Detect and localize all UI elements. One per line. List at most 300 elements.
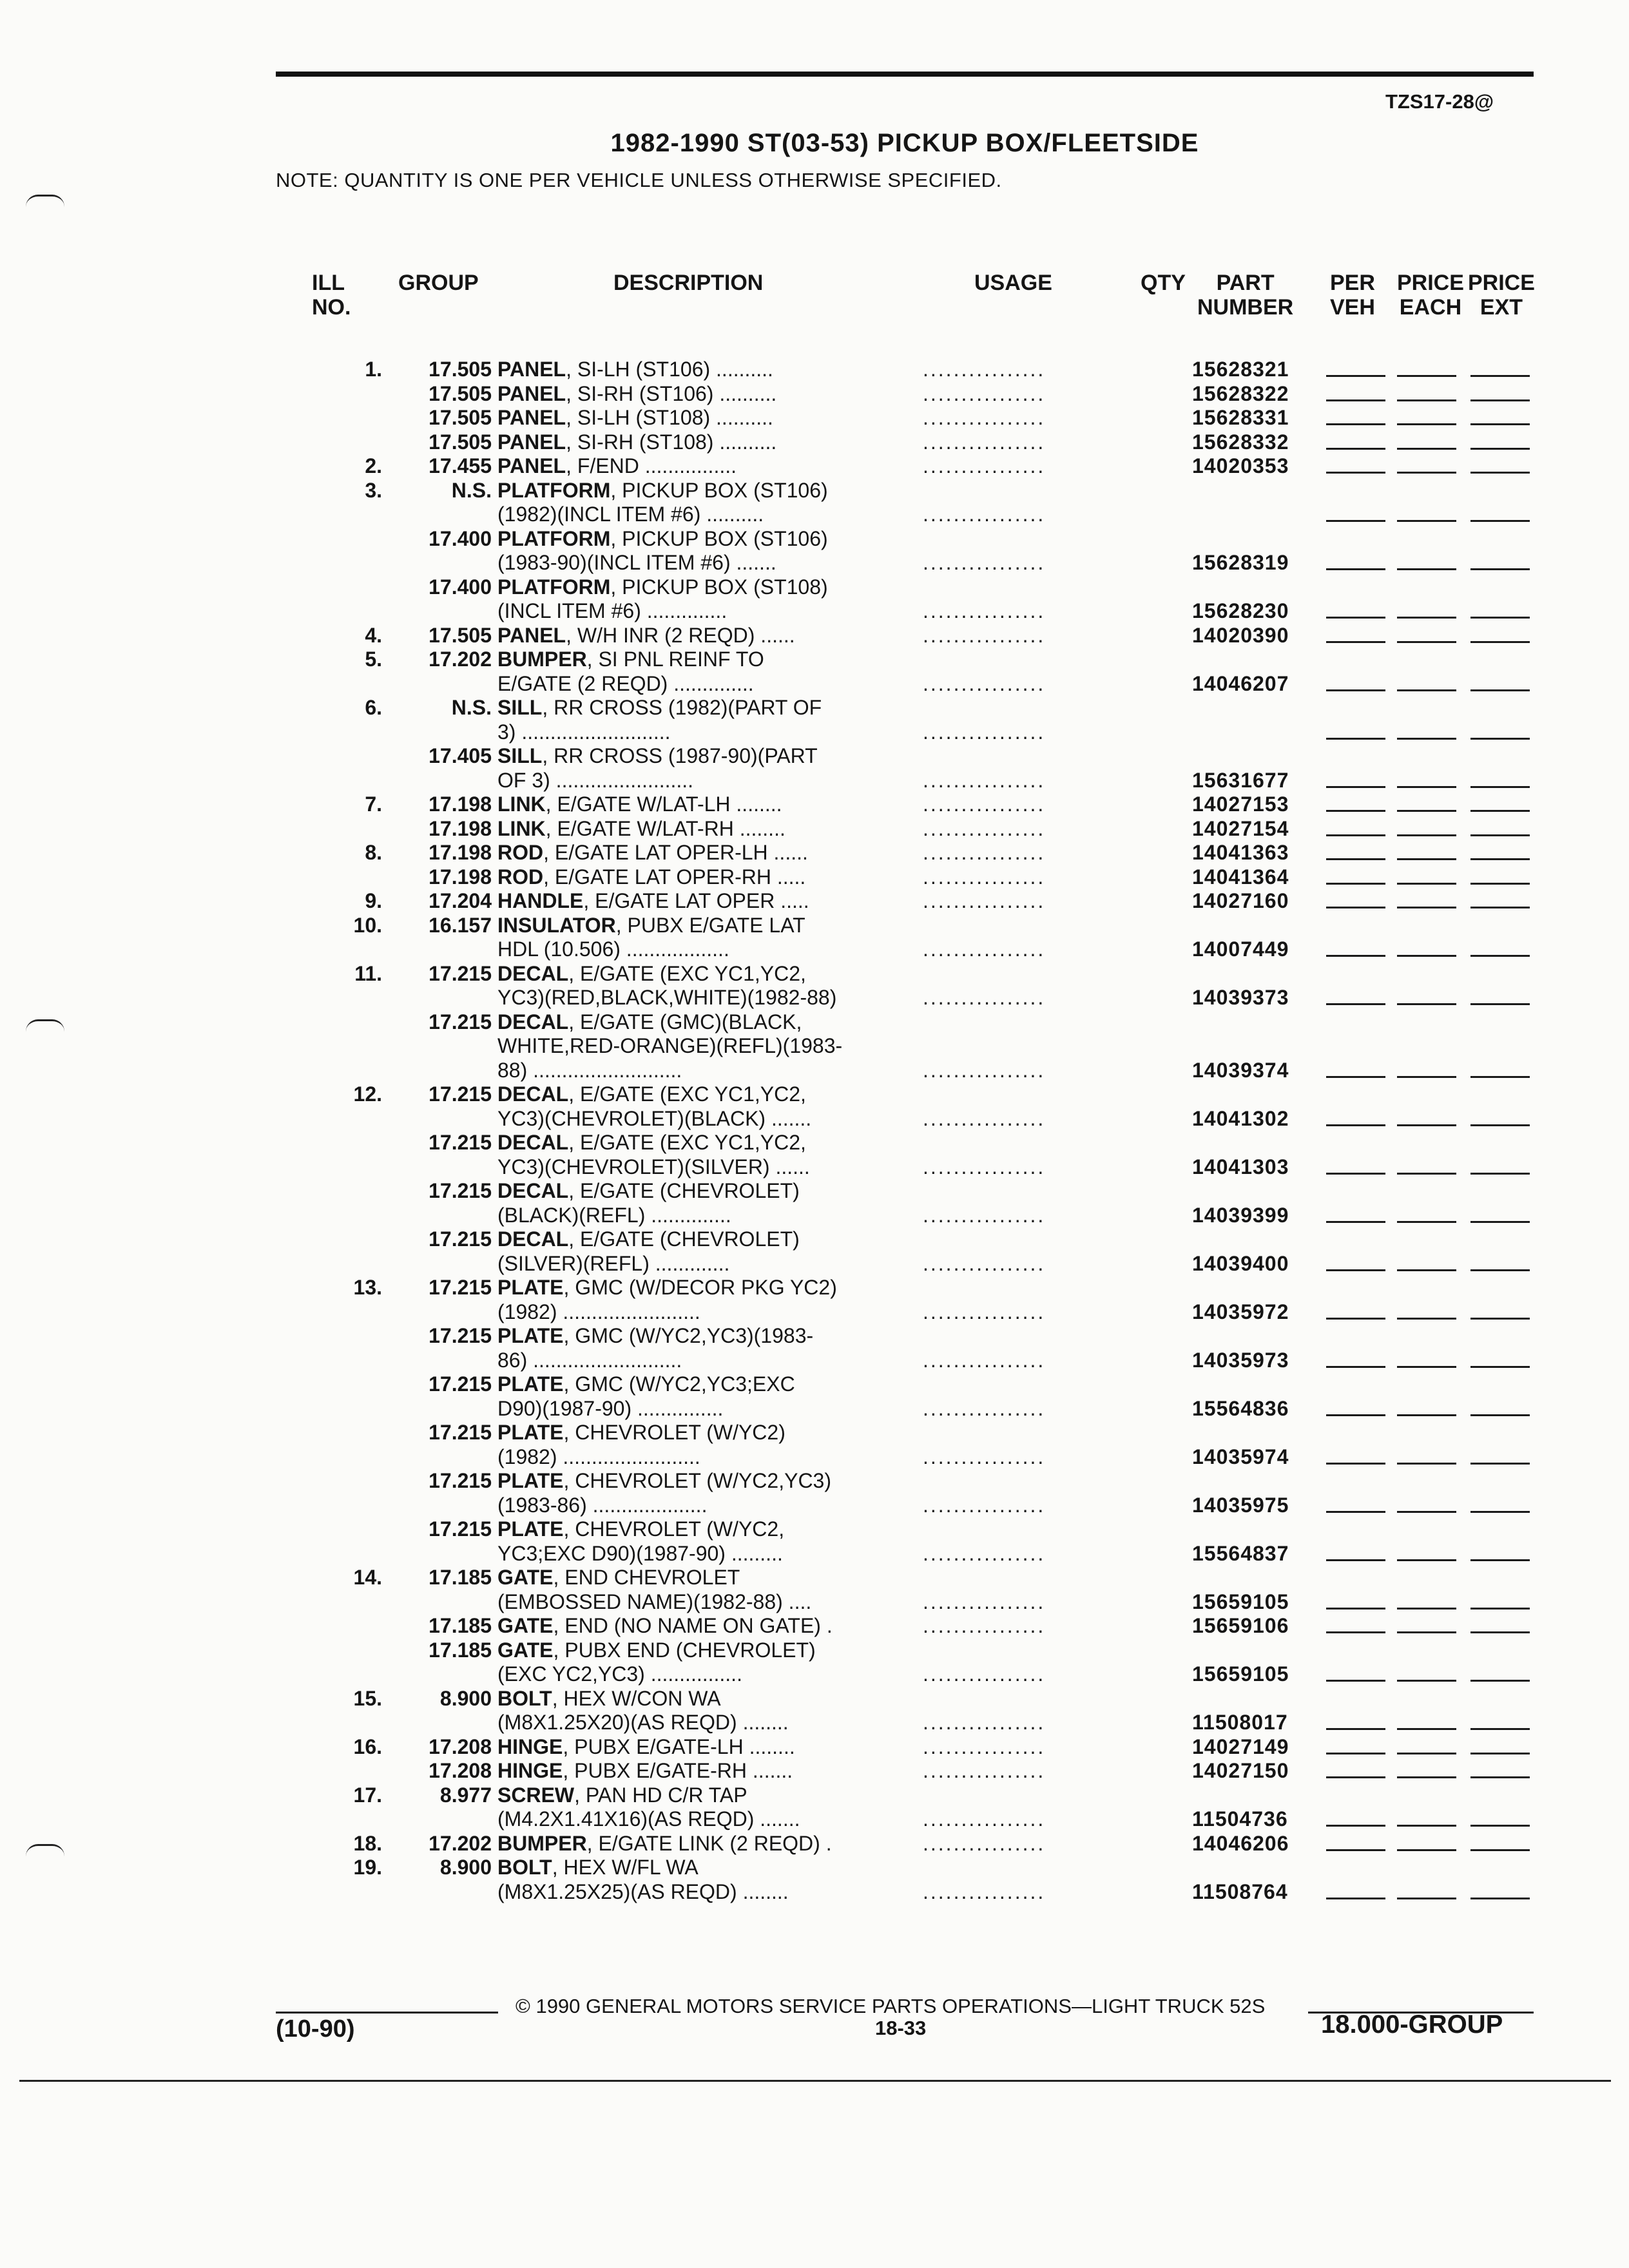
usage-dots: ................	[923, 599, 1046, 622]
top-rule	[276, 72, 1534, 77]
description	[497, 1107, 811, 1131]
description-text: , F/END	[566, 454, 639, 477]
part-number: 14035972	[1192, 1300, 1289, 1323]
blank-price-line	[1326, 786, 1385, 788]
description-text: (SILVER)(REFL)	[497, 1251, 650, 1275]
blank-price-line	[1470, 858, 1530, 860]
group-number: 17.215	[429, 1131, 492, 1154]
description	[497, 1059, 682, 1083]
blank-price-line	[1326, 1173, 1385, 1175]
blank-price-line	[1326, 689, 1385, 691]
description-text: , PICKUP BOX (ST108)	[610, 575, 828, 599]
leader-dots: .....	[776, 865, 806, 889]
page-title: 1982-1990 ST(03-53) PICKUP BOX/FLEETSIDE	[610, 129, 1199, 157]
leader-dots: .......	[760, 1807, 800, 1831]
usage-dots: ................	[923, 986, 1046, 1009]
blank-price-line	[1326, 1318, 1385, 1320]
description	[497, 1252, 729, 1276]
description	[497, 793, 782, 817]
part-name: BUMPER	[497, 1831, 587, 1855]
leader-dots: ..........	[716, 358, 773, 381]
ill-number: 12.	[353, 1082, 382, 1106]
blank-price-line	[1470, 1318, 1530, 1320]
blank-price-line	[1397, 1898, 1456, 1899]
leader-dots: ..........................	[533, 1058, 682, 1082]
description-text: , RR CROSS (1987-90)(PART	[542, 744, 818, 767]
part-number: 11508017	[1192, 1711, 1288, 1734]
table-row	[0, 1324, 1629, 1349]
description-text: , E/GATE (CHEVROLET)	[568, 1179, 800, 1202]
description-text: , PICKUP BOX (ST106)	[610, 526, 828, 550]
blank-price-line	[1326, 1511, 1385, 1513]
description	[497, 479, 828, 503]
blank-price-line	[1326, 907, 1385, 908]
ill-number: 7.	[365, 793, 382, 816]
description	[497, 599, 727, 624]
description	[497, 406, 773, 430]
group-number: 17.400	[429, 526, 492, 550]
description-text: HDL (10.506)	[497, 937, 621, 961]
header-price-each: PRICE EACH	[1397, 271, 1464, 320]
table-row	[0, 1179, 1629, 1204]
table-row	[0, 527, 1629, 552]
description-text: (M4.2X1.41X16)(AS REQD)	[497, 1807, 755, 1831]
group-number: 17.208	[429, 1759, 492, 1782]
table-row	[0, 889, 1629, 914]
blank-price-line	[1470, 1511, 1530, 1513]
usage-dots: ................	[923, 1807, 1046, 1831]
blank-price-line	[1326, 1463, 1385, 1465]
table-row	[0, 744, 1629, 769]
ill-number: 18.	[353, 1831, 382, 1855]
description-text: , HEX W/CON WA	[552, 1686, 721, 1710]
blank-price-line	[1470, 907, 1530, 908]
description	[497, 1517, 784, 1542]
group-number: 17.215	[429, 961, 492, 985]
description	[497, 551, 776, 575]
blank-price-line	[1470, 520, 1530, 522]
description-text: 86)	[497, 1348, 528, 1372]
group-number: 17.405	[429, 744, 492, 767]
table-row	[0, 1276, 1629, 1300]
description-text: , E/GATE (EXC YC1,YC2,	[568, 1082, 806, 1106]
table-row	[0, 1856, 1629, 1880]
blank-price-line	[1397, 399, 1456, 401]
blank-price-line	[1397, 1825, 1456, 1827]
header-ill: ILL NO.	[312, 271, 351, 320]
leader-dots: ........	[749, 1735, 795, 1758]
header-description: DESCRIPTION	[613, 271, 764, 295]
leader-dots: ......	[775, 1155, 810, 1178]
description-text: (1982)	[497, 1300, 557, 1323]
group-number: 17.505	[429, 358, 492, 381]
blank-price-line	[1397, 448, 1456, 450]
footer-rule-left	[276, 2012, 498, 2013]
description	[497, 817, 786, 841]
blank-price-line	[1326, 1366, 1385, 1368]
part-name: GATE	[497, 1566, 554, 1589]
table-row	[0, 1155, 1629, 1180]
usage-dots: ................	[923, 937, 1046, 961]
part-name: BOLT	[497, 1686, 552, 1710]
blank-price-line	[1470, 1221, 1530, 1223]
blank-price-line	[1470, 1849, 1530, 1851]
group-number: 17.215	[429, 1469, 492, 1492]
description	[497, 1614, 833, 1639]
blank-price-line	[1326, 1728, 1385, 1730]
description-text: , E/GATE (GMC)(BLACK,	[568, 1010, 802, 1033]
description-text: , END (NO NAME ON GATE)	[553, 1614, 821, 1637]
part-name: PLATE	[497, 1421, 564, 1444]
part-number: 15628319	[1192, 551, 1289, 574]
blank-price-line	[1470, 955, 1530, 957]
blank-price-line	[1397, 1124, 1456, 1126]
blank-price-line	[1397, 1680, 1456, 1682]
description-text: (1982)(INCL ITEM #6)	[497, 503, 701, 526]
part-name: ROD	[497, 865, 544, 889]
description	[497, 1204, 731, 1228]
blank-price-line	[1470, 738, 1530, 740]
blank-price-line	[1326, 1898, 1385, 1899]
table-row	[0, 986, 1629, 1010]
blank-price-line	[1326, 834, 1385, 836]
description	[497, 1735, 795, 1760]
description	[497, 648, 764, 672]
description-text: , SI-LH (ST108)	[566, 406, 711, 429]
description	[497, 1662, 742, 1687]
ill-number: 3.	[365, 478, 382, 502]
blank-price-line	[1470, 423, 1530, 425]
blank-price-line	[1397, 1728, 1456, 1730]
copyright-notice: © 1990 GENERAL MOTORS SERVICE PARTS OPERATIONS—LIGHT TRUCK 52S	[516, 1995, 1266, 2017]
ill-number: 2.	[365, 454, 382, 477]
group-number: 17.505	[429, 381, 492, 405]
description	[497, 1832, 832, 1856]
blank-price-line	[1326, 399, 1385, 401]
group-number: 17.198	[429, 816, 492, 840]
description	[497, 962, 806, 986]
table-row	[0, 1494, 1629, 1518]
description	[497, 1372, 795, 1397]
description	[497, 937, 729, 962]
blank-price-line	[1397, 1076, 1456, 1078]
description	[497, 1349, 682, 1373]
blank-price-line	[1326, 1124, 1385, 1126]
description	[497, 430, 776, 455]
usage-dots: ................	[923, 623, 1046, 647]
blank-price-line	[1326, 810, 1385, 812]
part-name: LINK	[497, 816, 546, 840]
blank-price-line	[1326, 448, 1385, 450]
description-text: (BLACK)(REFL)	[497, 1203, 646, 1227]
description	[497, 986, 836, 1010]
part-name: GATE	[497, 1638, 554, 1662]
usage-dots: ................	[923, 381, 1046, 405]
group-number: 17.215	[429, 1227, 492, 1251]
blank-price-line	[1326, 1849, 1385, 1851]
usage-dots: ................	[923, 1759, 1046, 1782]
usage-dots: ................	[923, 1711, 1046, 1734]
usage-dots: ................	[923, 1058, 1046, 1082]
description	[497, 720, 671, 745]
blank-price-line	[1397, 1511, 1456, 1513]
description	[497, 1783, 747, 1808]
leader-dots: .........	[731, 1541, 783, 1565]
blank-price-line	[1326, 858, 1385, 860]
description-text: (M8X1.25X25)(AS REQD)	[497, 1879, 737, 1903]
description-text: (1983-90)(INCL ITEM #6)	[497, 551, 731, 574]
blank-price-line	[1397, 907, 1456, 908]
leader-dots: .	[826, 1614, 833, 1637]
blank-price-line	[1326, 1631, 1385, 1633]
blank-price-line	[1470, 1269, 1530, 1271]
description-text: , PUBX E/GATE-LH	[563, 1735, 744, 1758]
description-text: (EXC YC2,YC3)	[497, 1662, 645, 1686]
part-number: 14027150	[1192, 1759, 1289, 1782]
blank-price-line	[1326, 1776, 1385, 1778]
usage-dots: ................	[923, 1396, 1046, 1420]
blank-price-line	[1326, 568, 1385, 570]
blank-price-line	[1397, 1269, 1456, 1271]
ill-number: 9.	[365, 889, 382, 912]
leader-dots: ................	[650, 1662, 742, 1686]
part-number: 15628332	[1192, 430, 1289, 454]
group-number: 17.215	[429, 1082, 492, 1106]
usage-dots: ................	[923, 1251, 1046, 1275]
usage-dots: ................	[923, 1614, 1046, 1637]
group-number: 17.505	[429, 430, 492, 454]
blank-price-line	[1397, 786, 1456, 788]
part-number: 14039374	[1192, 1058, 1289, 1082]
description-text: (EMBOSSED NAME)(1982-88)	[497, 1590, 783, 1613]
ill-number: 16.	[353, 1735, 382, 1758]
blank-price-line	[1470, 1173, 1530, 1175]
leader-dots: ......	[773, 841, 808, 864]
blank-price-line	[1326, 1559, 1385, 1561]
description-text: (INCL ITEM #6)	[497, 599, 641, 622]
description-text: , CHEVROLET (W/YC2)	[563, 1421, 786, 1444]
table-row	[0, 1687, 1629, 1711]
blank-price-line	[1470, 1825, 1530, 1827]
revision-date: (10-90)	[276, 2015, 355, 2042]
header-group: GROUP	[398, 271, 479, 295]
table-row	[0, 1204, 1629, 1228]
part-number: 14041303	[1192, 1155, 1289, 1178]
blank-price-line	[1326, 1269, 1385, 1271]
table-row	[0, 406, 1629, 430]
description	[497, 1179, 800, 1204]
leader-dots: ........................	[555, 768, 694, 792]
part-name: DECAL	[497, 961, 569, 985]
usage-dots: ................	[923, 671, 1046, 695]
part-name: HINGE	[497, 1759, 563, 1782]
table-row	[0, 817, 1629, 841]
part-name: DECAL	[497, 1179, 569, 1202]
table-row	[0, 1517, 1629, 1542]
description	[497, 1880, 789, 1905]
blank-price-line	[1326, 1608, 1385, 1610]
blank-price-line	[1326, 883, 1385, 885]
ill-number: 15.	[353, 1686, 382, 1710]
ill-number: 8.	[365, 841, 382, 864]
blank-price-line	[1397, 520, 1456, 522]
ill-number: 13.	[353, 1276, 382, 1299]
description-text: , CHEVROLET (W/YC2,YC3)	[563, 1469, 831, 1492]
part-name: PLATFORM	[497, 478, 611, 502]
part-name: PANEL	[497, 430, 566, 454]
table-row	[0, 1445, 1629, 1470]
header-usage: USAGE	[974, 271, 1052, 295]
blank-price-line	[1326, 423, 1385, 425]
blank-price-line	[1397, 955, 1456, 957]
part-name: SILL	[497, 696, 543, 719]
description	[497, 1324, 813, 1349]
table-row	[0, 1300, 1629, 1325]
description	[497, 1494, 707, 1518]
blank-price-line	[1470, 810, 1530, 812]
usage-dots: ................	[923, 1879, 1046, 1903]
group-number: 17.185	[429, 1566, 492, 1589]
blank-price-line	[1397, 1366, 1456, 1368]
blank-price-line	[1397, 1414, 1456, 1416]
table-row	[0, 599, 1629, 624]
description-text: , SI PNL REINF TO	[586, 648, 764, 671]
table-row	[0, 624, 1629, 648]
part-number: 15659106	[1192, 1614, 1289, 1637]
table-row	[0, 1880, 1629, 1905]
blank-price-line	[1470, 1124, 1530, 1126]
description	[497, 1421, 786, 1445]
part-number: 15628322	[1192, 381, 1289, 405]
blank-price-line	[1470, 399, 1530, 401]
description-text: YC3)(CHEVROLET)(BLACK)	[497, 1106, 766, 1130]
description-text: , RR CROSS (1982)(PART OF	[542, 696, 822, 719]
group-number: 17.198	[429, 865, 492, 889]
leader-dots: ..........................	[521, 720, 671, 744]
description-text: , PICKUP BOX (ST106)	[610, 478, 828, 502]
description	[497, 769, 693, 793]
blank-price-line	[1470, 834, 1530, 836]
description	[497, 1034, 842, 1059]
usage-dots: ................	[923, 503, 1046, 526]
group-number: 17.215	[429, 1421, 492, 1444]
description-text: , GMC (W/YC2,YC3)(1983-	[563, 1324, 814, 1347]
part-name: PLATE	[497, 1469, 564, 1492]
blank-price-line	[1470, 1898, 1530, 1899]
description	[497, 1639, 816, 1663]
blank-price-line	[1470, 1366, 1530, 1368]
blank-price-line	[1326, 641, 1385, 643]
part-number: 14041302	[1192, 1106, 1289, 1130]
usage-dots: ................	[923, 1493, 1046, 1517]
blank-price-line	[1397, 810, 1456, 812]
part-number: 11508764	[1192, 1879, 1288, 1903]
description-text: , GMC (W/DECOR PKG YC2)	[563, 1276, 837, 1299]
description-text: 88)	[497, 1058, 528, 1082]
usage-dots: ................	[923, 889, 1046, 912]
blank-price-line	[1397, 1318, 1456, 1320]
leader-dots: .......	[736, 551, 776, 574]
header-per-veh: PER VEH	[1330, 271, 1375, 320]
blank-price-line	[1470, 1076, 1530, 1078]
table-row	[0, 1614, 1629, 1639]
blank-price-line	[1397, 1631, 1456, 1633]
description-text: , E/GATE (CHEVROLET)	[568, 1227, 800, 1251]
part-name: PANEL	[497, 381, 566, 405]
parts-table	[0, 358, 1629, 1904]
blank-price-line	[1397, 1849, 1456, 1851]
leader-dots: ..................	[626, 937, 729, 961]
blank-price-line	[1470, 786, 1530, 788]
page-number: 18-33	[875, 2017, 927, 2039]
group-number: 17.202	[429, 648, 492, 671]
table-row	[0, 1759, 1629, 1783]
description-text: , GMC (W/YC2,YC3;EXC	[563, 1372, 795, 1396]
part-name: PLATFORM	[497, 575, 611, 599]
table-row	[0, 1059, 1629, 1083]
part-number: 14046206	[1192, 1831, 1289, 1855]
table-row	[0, 1397, 1629, 1421]
blank-price-line	[1397, 423, 1456, 425]
blank-price-line	[1397, 1003, 1456, 1005]
part-number: 15631677	[1192, 768, 1289, 792]
description-text: , END CHEVROLET	[553, 1566, 740, 1589]
blank-price-line	[1397, 834, 1456, 836]
table-row	[0, 962, 1629, 986]
group-number: 17.198	[429, 793, 492, 816]
description	[497, 624, 795, 648]
description-text: YC3)(CHEVROLET)(SILVER)	[497, 1155, 770, 1178]
leader-dots: ..............	[646, 599, 728, 622]
part-number: 14039373	[1192, 986, 1289, 1009]
part-name: DECAL	[497, 1131, 569, 1154]
part-name: PANEL	[497, 406, 566, 429]
ill-number: 10.	[353, 913, 382, 937]
table-row	[0, 1639, 1629, 1663]
ill-number: 14.	[353, 1566, 382, 1589]
header-part-number: PART NUMBER	[1197, 271, 1294, 320]
table-row	[0, 1711, 1629, 1735]
blank-price-line	[1397, 472, 1456, 474]
description-text: , W/H INR (2 REQD)	[566, 623, 755, 647]
usage-dots: ................	[923, 865, 1046, 889]
table-row	[0, 841, 1629, 865]
usage-dots: ................	[923, 1541, 1046, 1565]
table-row	[0, 1252, 1629, 1276]
description-text: , CHEVROLET (W/YC2,	[563, 1517, 785, 1541]
ill-number: 4.	[365, 623, 382, 647]
usage-dots: ................	[923, 1203, 1046, 1227]
blank-price-line	[1326, 472, 1385, 474]
description-text: (1982)	[497, 1445, 557, 1468]
description	[497, 1590, 811, 1615]
description	[497, 865, 805, 890]
blank-price-line	[1470, 472, 1530, 474]
blank-price-line	[1326, 1076, 1385, 1078]
quantity-note: NOTE: QUANTITY IS ONE PER VEHICLE UNLESS OTHERWISE SPECIFIED.	[276, 169, 1002, 191]
group-number: 17.202	[429, 1831, 492, 1855]
table-row	[0, 1010, 1629, 1035]
part-number: 15659105	[1192, 1590, 1289, 1613]
part-number: 14020353	[1192, 454, 1289, 477]
blank-price-line	[1397, 375, 1456, 377]
usage-dots: ................	[923, 358, 1046, 381]
table-row	[0, 575, 1629, 600]
blank-price-line	[1470, 1414, 1530, 1416]
description	[497, 1227, 800, 1252]
description-text: , E/GATE LINK (2 REQD)	[586, 1831, 820, 1855]
blank-price-line	[1470, 375, 1530, 377]
